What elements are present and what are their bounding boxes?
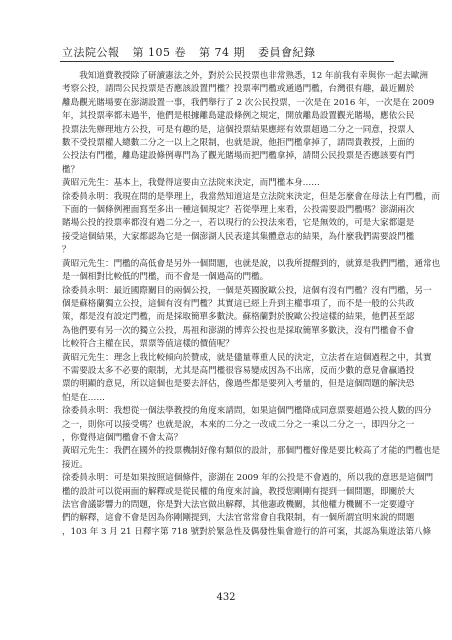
- page-header: [62, 44, 392, 60]
- transcript-line: 投票法先辦理地方公投，可是有趣的是，這個投票結果應經有效票超過二分之一同意，投票人: [62, 124, 415, 135]
- transcript-line: 徐委員永明：可是如果按照這個條件，澎湖在 2009 年的公投是不會過的，所以我的意思是這個門: [62, 473, 434, 484]
- transcript-line: 之一，則你可以接受嗎？也就是說，本來的二分之一改成二分之一乘以二分之一，即四分之一: [62, 419, 415, 430]
- transcript-line: 接受這個結果，大家都認為它是一個澎湖人民表達其集體意志的結果，為什麼我們需要設門檻: [62, 231, 415, 242]
- transcript-line: 賭場公投的投票率都沒有過二分之一，若以現行的公投法來看，它是無效的，可是大家都還是: [62, 218, 415, 229]
- transcript-line: 徐委員永明：我想從一個法學教授的角度來請問，如果這個門檻降成同意票要超過公投人數的四分: [62, 406, 432, 417]
- transcript-line: 黃昭元先生：門檻的高低會是另外一個問題，也就是說，以我所提醒到的，就算是我們門檻，通常也: [62, 258, 441, 269]
- transcript-line: ？: [62, 245, 71, 256]
- transcript-line: 們的解釋，這會不會是因為你剛剛提到，大法官常常會自我限制，有一個所謂宜明來說的問題: [62, 513, 415, 524]
- transcript-line: 策，都是沒有設定門檻，而是採取簡單多數決。蘇格蘭對於脫歐公投這樣的結果，他們甚至認: [62, 312, 415, 323]
- transcript-body: [62, 70, 441, 539]
- transcript-line: 接近。: [62, 459, 88, 470]
- transcript-line: 我知道費教授除了研讀憲法之外，對於公民投票也非常熟悉，12 年前我有幸與你一起去歐洲: [62, 71, 429, 81]
- transcript-line: 黃昭元先生：我們在國外的投票機制好像有類似的設計，那個門檻好像是要比較高了才能的門檻也是: [62, 446, 441, 457]
- page-number: 432: [216, 592, 236, 603]
- publication-title: 立法院公報: [62, 46, 120, 59]
- transcript-line: 檻？: [62, 164, 80, 175]
- transcript-line: 下面的一個條例裡面寫至多出一種這個規定？若從學理上來看，公投需要設門檻嗎？澎湖兩次: [62, 205, 415, 216]
- transcript-line: 是一個相對比較低的門檻，而不會是一個過高的門檻。: [62, 272, 269, 283]
- transcript-line: 不需要設太多不必要的限制，尤其是高門檻很容易變成因為不出席，反而少數的意見會贏過投: [62, 365, 415, 376]
- transcript-line: ，你覺得這個門檻會不會太高？: [62, 432, 183, 443]
- transcript-line: 徐委員永明：我現在問的是學理上，我當然知道這是立法院來決定，但是怎麼會在母法上有門檻，而: [62, 191, 441, 202]
- transcript-line: 個是蘇格蘭獨立公投，這個有沒有門檻？其實這已經上升到主權事項了，而不是一般的公共政: [62, 298, 415, 309]
- header-divider: [60, 61, 394, 62]
- volume-label: 第 105 卷: [132, 46, 186, 59]
- transcript-line: 法官會議影響力的問題，你是對大法官做出解釋，其他憲政機關，其他權力機關不一定要遵守: [62, 500, 415, 510]
- transcript-line: 檻的設計可以從兩面的解釋或是從民權的角度來討論，教授您剛剛有提到一個問題，即關於大: [62, 486, 415, 497]
- transcript-line: 徐委員永明：最近國際關目的兩個公投，一個是英國脫歐公投，這個有沒有門檻？沒有門檻，另一: [62, 285, 432, 296]
- transcript-line: ，103 年 3 月 21 日釋字第 718 號對於緊急性及偶發性集會遊行的許可案，其認為集遊法第八條: [62, 526, 432, 537]
- transcript-line: 票的明顯的意見，所以這個也是要去評估，像過些都是要列入考量的，但是這個問題的解決恐: [62, 379, 415, 390]
- transcript-line: 數不受投票權人總數二分之一以上之限制，也就是說，他拒門檻拿掉了，請問貴教授，上面的: [62, 138, 415, 149]
- transcript-line: 公投法有門檻，離島建設條例專門為了觀光賭場而把門檻拿掉，請問公民投票是否應該要有門: [62, 151, 415, 162]
- transcript-line: 怕是在……: [62, 392, 105, 403]
- transcript-line: 黃昭元先生：基本上，我覺得這要由立法院來決定，而門檻本身……: [62, 178, 320, 189]
- transcript-line: 離島觀光賭場要在澎湖設置一事，我們舉行了 2 次公民投票，一次是在 2016 年，一次是在 2009: [62, 97, 435, 108]
- transcript-line: 比較符合主權在民，票票等值這樣的價值呢？: [62, 339, 234, 350]
- transcript-line: 為他們要有另一次的獨立公投，馬祖和澎湖的博弈公投也是採取簡單多數決，沒有門檻會不會: [62, 325, 415, 336]
- transcript-line: 考察公投，請問公民投票是否應該設置門檻？投票率門檻或通過門檻，台灣很有趣，最近關於: [62, 84, 415, 95]
- transcript-line: 黃昭元先生：理念上我比較傾向於贊成，就是儘量尊重人民的決定，立法者在這個過程之中，其實: [62, 352, 432, 363]
- transcript-line: 年，其投票率都未過半，他們是根據離島建設條例之規定，開放離島設置觀光賭場，應依公民: [62, 111, 415, 122]
- issue-label: 第 74 期: [199, 46, 245, 59]
- section-label: 委員會紀錄: [258, 46, 316, 59]
